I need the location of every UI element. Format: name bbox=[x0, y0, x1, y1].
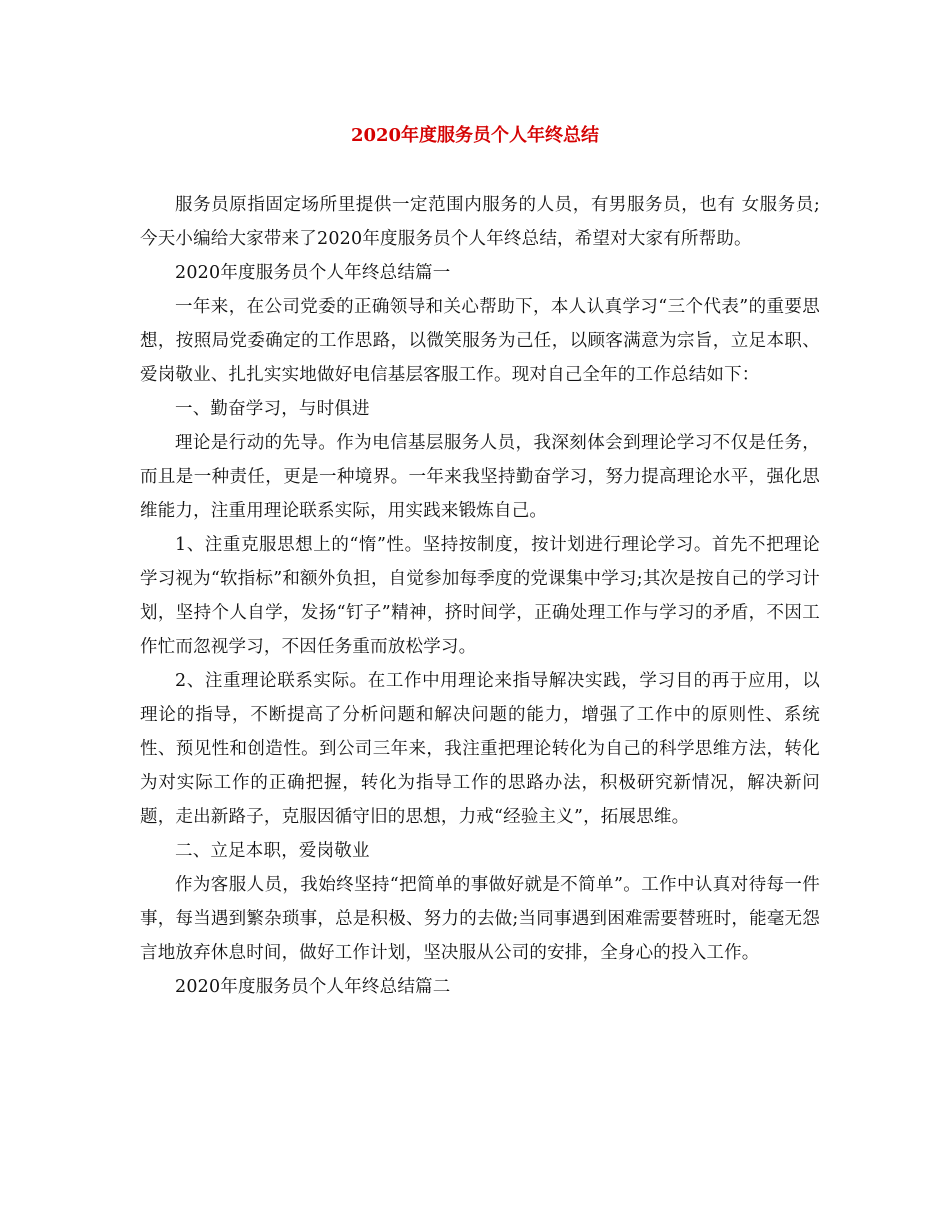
section-heading-part-one: 2020年度服务员个人年终总结篇一 bbox=[175, 263, 451, 283]
section-heading: 一、勤奋学习，与时俱进 bbox=[175, 399, 370, 419]
body-paragraph: 作为客服人员，我始终坚持“把简单的事做好就是不简单”。工作中认真对待每一件事，每当遇到繁杂琐事，总是积极、努力的去做;当同事遇到困难需要替班时，能毫无怨言地放弃休息时间，做好工作计划，坚决服从公司的安排，全身心的投入工作。 bbox=[140, 875, 820, 963]
body-paragraph: 1、注重克服思想上的“惰”性。坚持按制度，按计划进行理论学习。首先不把理论学习视为“软指标”和额外负担，自觉参加每季度的党课集中学习;其次是按自己的学习计划，坚持个人自学，发扬“钉子”精神，挤时间学，正确处理工作与学习的矛盾，不因工作忙而忽视学习，不因任务重而放松学习。 bbox=[140, 535, 820, 657]
intro-paragraph: 服务员原指固定场所里提供一定范围内服务的人员，有男服务员，也有 女服务员;今天小编给大家带来了2020年度服务员个人年终总结，希望对大家有所帮助。 bbox=[140, 195, 820, 249]
body-paragraph: 2、注重理论联系实际。在工作中用理论来指导解决实践，学习目的再于应用，以理论的指导，不断提高了分析问题和解决问题的能力，增强了工作中的原则性、系统性、预见性和创造性。到公司三年来，我注重把理论转化为自己的科学思维方法，转化为对实际工作的正确把握，转化为指导工作的思路办法，积极研究新情况，解决新问题，走出新路子，克服因循守旧的思想，力戒“经验主义”，拓展思维。 bbox=[140, 671, 820, 827]
document-body bbox=[140, 188, 820, 1004]
section-heading-part-two: 2020年度服务员个人年终总结篇二 bbox=[175, 977, 451, 997]
section-heading: 二、立足本职，爱岗敬业 bbox=[175, 841, 370, 861]
document-title: 2020年度服务员个人年终总结 bbox=[350, 125, 600, 146]
body-paragraph: 一年来，在公司党委的正确领导和关心帮助下，本人认真学习“三个代表”的重要思想，按照局党委确定的工作思路，以微笑服务为己任，以顾客满意为宗旨，立足本职、爱岗敬业、扎扎实实地做好电信基层客服工作。现对自己全年的工作总结如下： bbox=[140, 297, 820, 385]
body-paragraph: 理论是行动的先导。作为电信基层服务人员，我深刻体会到理论学习不仅是任务，而且是一种责任，更是一种境界。一年来我坚持勤奋学习，努力提高理论水平，强化思维能力，注重用理论联系实际，用实践来锻炼自己。 bbox=[140, 433, 820, 521]
